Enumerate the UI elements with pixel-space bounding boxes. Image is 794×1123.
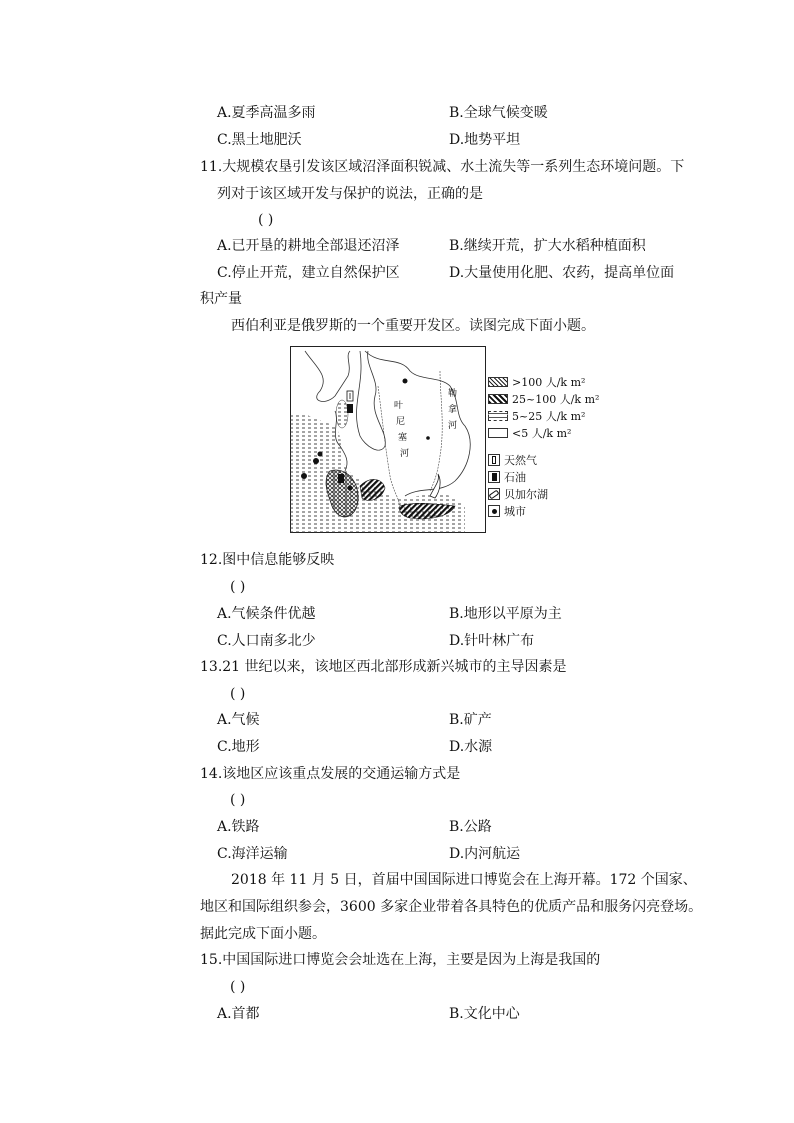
yenisei-char-1: 叶	[394, 401, 404, 411]
q14-answer-blank: ( )	[230, 792, 246, 808]
city-dot	[348, 486, 353, 491]
legend-label: 5~25 人/k m²	[512, 410, 586, 423]
q11-option-b: B.继续开荒，扩大水稻种植面积	[449, 238, 646, 254]
q15-option-b: B.文化中心	[449, 1006, 520, 1022]
legend-item	[488, 375, 585, 389]
q15-answer-blank: ( )	[230, 979, 246, 995]
q12-option-c: C.人口南多北少	[217, 633, 316, 649]
oil-field-icon	[338, 474, 344, 483]
yenisei-char-2: 尼	[396, 417, 406, 427]
yenisei-char-3: 塞	[398, 433, 408, 443]
legend-item	[488, 453, 537, 467]
city-dot	[403, 379, 408, 384]
crosshatch-swatch-icon	[488, 377, 508, 387]
city-icon	[488, 505, 500, 517]
legend-label: 石油	[504, 471, 526, 484]
lena-char-2: 拿	[448, 405, 458, 415]
q12-answer-blank: ( )	[230, 579, 246, 595]
legend-item	[488, 504, 526, 518]
q12-option-b: B.地形以平原为主	[449, 606, 562, 622]
q15-option-a: A.首都	[217, 1006, 260, 1022]
q14-option-a: A.铁路	[217, 819, 260, 835]
oil-field-icon	[347, 404, 353, 413]
q11-stem-line1: 11.大规模农垦引发该区域沼泽面积锐减、水土流失等一系列生态环境问题。下	[200, 159, 685, 175]
legend-label: >100 人/k m²	[512, 376, 586, 389]
city-dot	[318, 452, 323, 457]
city-dot	[426, 436, 430, 440]
q13-option-b: B.矿产	[449, 712, 492, 728]
gas-field-icon	[347, 391, 353, 401]
legend-item	[488, 409, 585, 423]
legend-label: 天然气	[504, 454, 537, 467]
q10-option-b: B.全球气候变暖	[449, 105, 548, 121]
q13-option-d: D.水源	[449, 739, 493, 755]
q14-option-b: B.公路	[449, 819, 492, 835]
q14-option-d: D.内河航运	[449, 846, 521, 862]
q11-answer-blank: ( )	[258, 212, 274, 228]
q15-stem: 15.中国国际进口博览会会址选在上海，主要是因为上海是我国的	[200, 952, 601, 968]
q13-stem: 13.21 世纪以来，该地区西北部形成新兴城市的主导因素是	[200, 659, 567, 675]
q11-stem-line2: 列对于该区域开发与保护的说法，正确的是	[217, 186, 483, 202]
yenisei-char-4: 河	[400, 449, 410, 459]
q11-option-c: C.停止开荒，建立自然保护区	[217, 265, 400, 281]
q10-option-d: D.地势平坦	[449, 132, 521, 148]
legend-item	[488, 470, 526, 484]
dashed-swatch-icon	[488, 411, 508, 421]
q11-option-d: D.大量使用化肥、农药，提高单位面	[449, 265, 675, 281]
expo-intro-line3: 据此完成下面小题。	[200, 926, 326, 942]
legend-item	[488, 426, 571, 440]
legend-label: <5 人/k m²	[512, 427, 572, 440]
lena-char-1: 勒	[448, 389, 458, 399]
q14-stem: 14.该地区应该重点发展的交通运输方式是	[200, 766, 461, 782]
siberia-intro: 西伯利亚是俄罗斯的一个重要开发区。读图完成下面小题。	[231, 318, 595, 334]
legend-item	[488, 487, 548, 501]
city-dot	[313, 458, 319, 464]
city-dot	[301, 473, 307, 479]
lake-icon	[488, 488, 500, 500]
oil-icon	[488, 471, 500, 483]
q11-option-a: A.已开垦的耕地全部退还沼泽	[217, 238, 400, 254]
q12-option-d: D.针叶林广布	[449, 633, 535, 649]
q14-option-c: C.海洋运输	[217, 846, 288, 862]
legend-label: 贝加尔湖	[504, 488, 548, 501]
diagonal-swatch-icon	[488, 394, 508, 404]
expo-intro-line1: 2018 年 11 月 5 日，首届中国国际进口博览会在上海开幕。172 个国家、	[231, 872, 697, 888]
q13-option-a: A.气候	[217, 712, 260, 728]
expo-intro-line2: 地区和国际组织参会，3600 多家企业带着各具特色的优质产品和服务闪亮登场。	[200, 899, 703, 915]
q12-option-a: A.气候条件优越	[217, 606, 316, 622]
q12-stem: 12.图中信息能够反映	[200, 552, 335, 568]
q13-answer-blank: ( )	[230, 686, 246, 702]
siberia-population-map	[290, 346, 520, 533]
legend-label: 城市	[504, 505, 526, 518]
gas-icon	[488, 454, 500, 466]
q13-option-c: C.地形	[217, 739, 260, 755]
lena-char-3: 河	[448, 421, 458, 431]
q11-option-d-continued: 积产量	[200, 291, 242, 307]
q10-option-c: C.黑土地肥沃	[217, 132, 302, 148]
legend-item	[488, 392, 599, 406]
blank-swatch-icon	[488, 428, 508, 438]
q10-option-a: A.夏季高温多雨	[217, 105, 316, 121]
legend-label: 25~100 人/k m²	[512, 393, 600, 406]
